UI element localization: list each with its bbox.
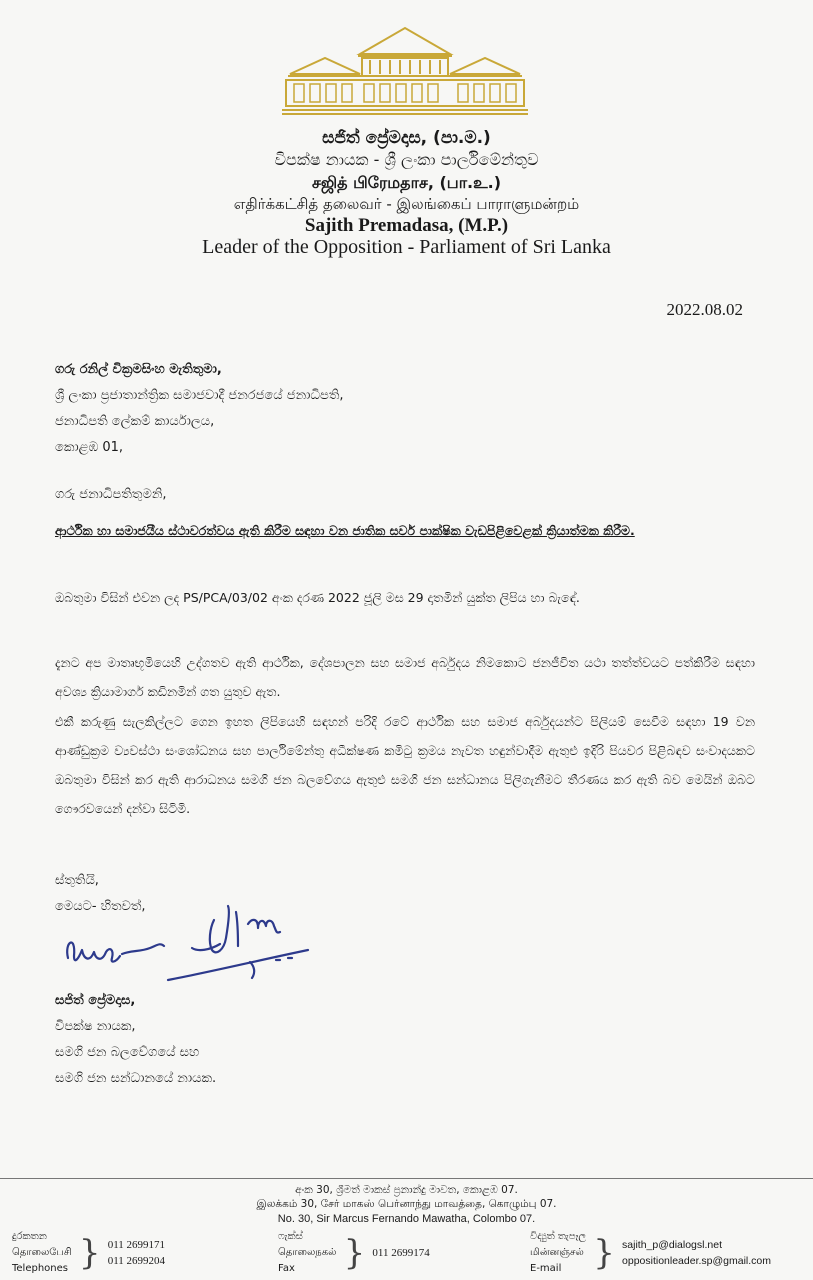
brace-icon: } [343,1233,366,1273]
email-label-ta: மின்னஞ்சல் [530,1247,584,1258]
recipient-name: ගරු රනිල් වික්‍රමසිංහ මැතිතුමා, [55,362,222,377]
signer-role-2: සමගි ජන සන්ධානයේ නායක. [55,1071,217,1086]
email-label-si: විද්‍යුත් තැපෑල [530,1231,586,1242]
letterhead-sinhala-name: සජිත් ප්‍රේමදාස, (පා.ම.) [322,128,491,148]
fax-label-en: Fax [278,1263,295,1274]
signer-title: විපක්ෂ නායක, [55,1019,136,1034]
body-paragraph-1: ඔබතුමා විසින් එවන ලද PS/PCA/03/02 අංක දරණ 2022 ජූලි මස 29 දාතමින් යුක්ත ලිපිය හා බැඳේ. [55,590,580,605]
email-addresses [622,1237,771,1269]
footer-address-tamil: இலக்கம் 30, சேர் மாகஸ் பெர்னாந்து மாவத்தை, கொழும்பு 07. [256,1198,557,1210]
email-label-en: E-mail [530,1263,562,1274]
letterhead-tamil-title: எதிர்க்கட்சித் தலைவர் - இலங்கைப் பாராளுமன்றம் [233,195,580,213]
letterhead-tamil-name: சஜித் பிரேமதாச, (பா.உ.) [311,173,502,192]
recipient-title: ශ්‍රී ලංකා ප්‍රජාතාන්ත්‍රික සමාජවාදී ජනරජයේ ජනාධිපති, [55,388,344,403]
telephone-number-2: 011 2699204 [107,1255,166,1267]
email-address-1[interactable]: sajith_p@dialogsl.net [622,1239,722,1251]
telephone-label-si: දුරකතන [12,1231,47,1242]
letterhead-sinhala-title: විපක්ෂ නායක - ශ්‍රී ලංකා පාර්ලිමේන්තුව [274,150,539,169]
telephone-label-en: Telephones [12,1263,68,1274]
footer-fax [278,1229,430,1277]
fax-number: 011 2699174 [372,1247,430,1259]
signer-block [55,988,216,1092]
footer-email [530,1229,771,1277]
salutation: ගරු ජනාධිපතිතුමනි, [55,487,167,502]
footer-telephones [12,1229,165,1277]
body-paragraph-2: දැනට අප මාතෘභූමියෙහි උද්ගතව ඇති ආර්ථික, දේශපාලන සහ සමාජ අර්බුදය නිමකොට ජනජීවිත යථා තත්ත්වයට පත්කිරීම සඳහා අවශ්‍ය ක්‍රියාමාර්ග කඩිනමින් ගත යුතුව ඇත. [55,655,755,699]
recipient-office: ජනාධිපති ලේකම් කාර්යාලය, [55,414,215,429]
letterhead-english-title: Leader of the Opposition - Parliament of Sri Lanka [202,236,611,258]
letterhead-english-name: Sajith Premadasa, (M.P.) [304,215,509,236]
telephone-number-1: 011 2699171 [107,1239,166,1251]
email-address-2[interactable]: oppositionleader.sp@gmail.com [622,1255,772,1267]
footer-divider [0,1178,813,1179]
body-paragraph-3: එකී කරුණු සැලකිල්ලට ගෙන ඉහත ලිපියෙහි සඳහන් පරිදි රටේ ආර්ථික සහ සමාජ අර්බුදයන්ට පිලියම් සෙවීම සඳහා 19 වන ආණ්ඩුක්‍රම ව්‍යවස්ථා සංශෝධනය සහ පාර්ලිමේන්තු අධීක්ෂණ කමිටු ක්‍රමය නැවත හඳුන්වාදීම ඇතුළු ඉදිරි පියවර පිළිබඳව සංවාදයකට ඔබතුමා විසින් කර ඇති ආරාධනය සමගි ජන බලවේගය ඇතුළු සමගි ජන සන්ධානය පිලිගැනීමට තීරණය කර ඇති බව මෙයින් ඔබට ගෞරවයෙන් දන්වා සිටිමි. [55,714,755,816]
subject-line: ආර්ථික හා සමාජයීය ස්ථාවරත්වය ඇති කිරීම සඳහා වන ජාතික සර්ව පාක්ෂික වැඩපිළිවෙළක් ක්‍රියාත්මක කිරීම. [55,523,635,538]
letter-date: 2022.08.02 [666,300,743,319]
closing-regards: මෙයට- හිතවත්, [55,899,146,914]
fax-label-si: ෆැක්ස් [278,1231,303,1242]
footer-address-sinhala: අංක 30, ශ්‍රීමත් මාකස් ප්‍රනාන්දු මාවත, කොළඹ 07. [295,1184,518,1196]
email-labels [530,1229,586,1277]
signer-role-1: සමගි ජන බලවේගයේ සහ [55,1045,200,1060]
telephone-numbers [108,1237,165,1269]
recipient-city: කොළඹ 01, [55,440,124,455]
brace-icon: } [593,1233,615,1273]
fax-label-ta: தொலைநகல் [278,1247,337,1258]
brace-icon: } [78,1233,101,1273]
footer-address-english: No. 30, Sir Marcus Fernando Mawatha, Colombo 07. [277,1213,536,1225]
telephone-label-ta: தொலைபேசி [12,1247,72,1258]
closing-thanks: ස්තුතියි, [55,873,99,888]
parliament-building-emblem [280,22,530,122]
recipient-address [55,357,344,461]
fax-labels [278,1229,336,1277]
telephone-labels [12,1229,72,1277]
handwritten-signature [60,898,350,993]
signer-name: සජිත් ප්‍රේමදාස, [55,993,136,1008]
